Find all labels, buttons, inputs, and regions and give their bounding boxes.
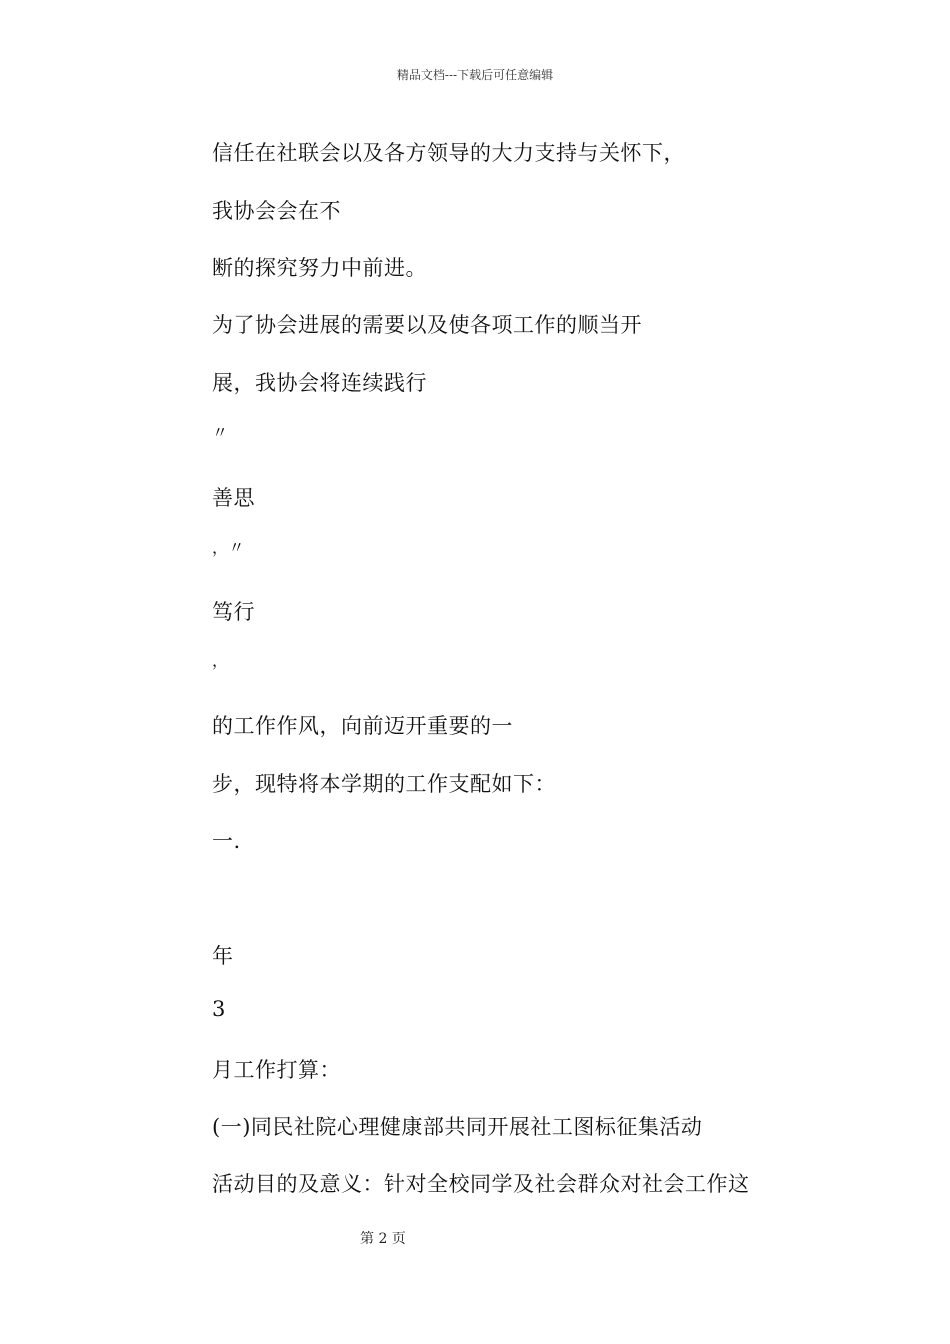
paragraph-line: 3 [212, 997, 226, 1021]
paragraph-line: 为了协会进展的需要以及使各项工作的顺当开 [212, 313, 642, 337]
paragraph-line: (一)同民社院心理健康部共同开展社工图标征集活动 [212, 1115, 703, 1139]
paragraph-line: 断的探究努力中前进。 [212, 256, 427, 280]
paragraph-line: 年 [212, 944, 234, 968]
paragraph-line: 活动目的及意义：针对全校同学及社会群众对社会工作这 [212, 1172, 750, 1196]
paragraph-line: 月工作打算： [212, 1058, 341, 1082]
document-header: 精品文档---下载后可任意编辑 [396, 68, 554, 82]
paragraph-line: 信任在社联会以及各方领导的大力支持与关怀下， [212, 141, 685, 165]
paragraph-line: 我协会会在不 [212, 199, 341, 223]
paragraph-line: 步，现特将本学期的工作支配如下： [212, 772, 556, 796]
paragraph-line: 善思 [212, 486, 255, 510]
paragraph-line: 展，我协会将连续践行 [212, 371, 427, 395]
section-number: 一. [212, 829, 241, 853]
comma-mark: ， [212, 651, 229, 670]
quote-mark: ，〃 [212, 538, 246, 557]
quote-mark: 〃 [212, 423, 229, 442]
page-number: 第 2 页 [360, 1231, 406, 1247]
paragraph-line: 的工作作风，向前迈开重要的一 [212, 714, 513, 738]
paragraph-line: 笃行 [212, 600, 255, 624]
